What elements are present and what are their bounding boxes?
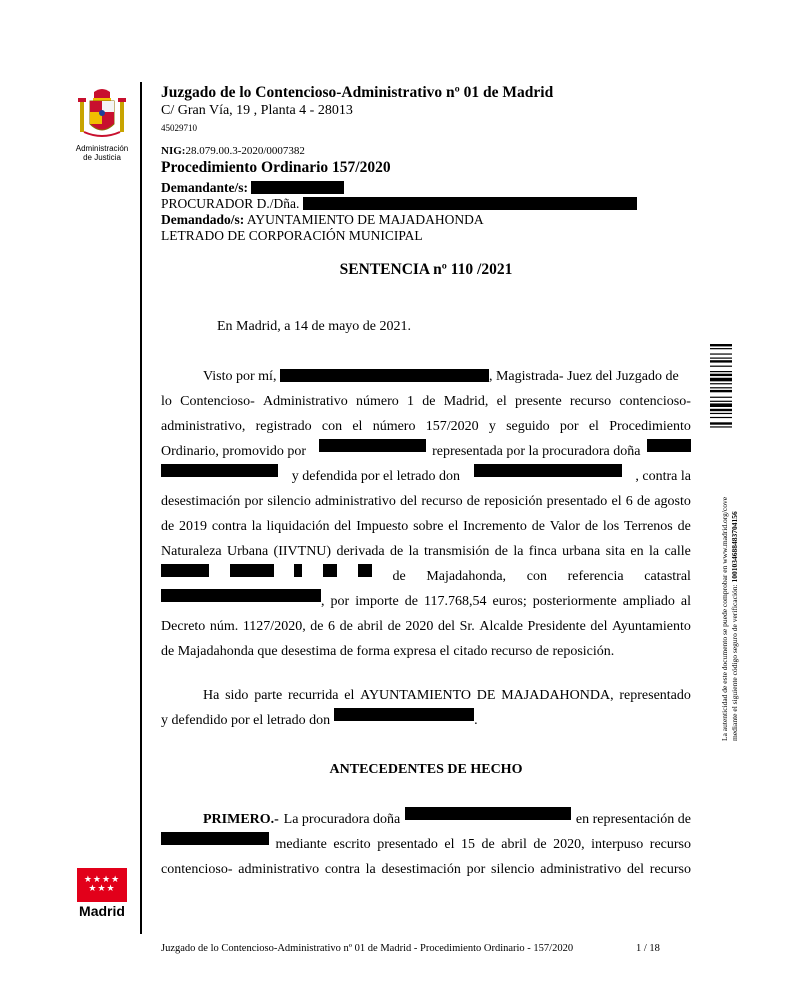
text-line bbox=[161, 614, 691, 639]
sentence-title: SENTENCIA nº 110 /2021 bbox=[339, 261, 513, 278]
word: desestimación bbox=[161, 494, 241, 509]
word: presentado bbox=[546, 494, 608, 509]
court-name: Juzgado de lo Contencioso-Administrativo nº 01 de Madrid bbox=[161, 84, 554, 101]
text-line bbox=[161, 489, 691, 514]
word: el bbox=[448, 519, 459, 534]
word: y bbox=[488, 419, 496, 434]
word: de bbox=[636, 494, 651, 509]
word: parte bbox=[254, 688, 283, 703]
word: con bbox=[321, 419, 343, 434]
word: registrado bbox=[255, 419, 312, 434]
word: 2020, bbox=[553, 837, 585, 852]
word: Sr. bbox=[459, 619, 475, 634]
word: transmisión bbox=[424, 544, 490, 559]
word: el bbox=[611, 494, 622, 509]
word: la bbox=[648, 544, 660, 559]
word: recurso bbox=[649, 837, 691, 852]
word: recurso bbox=[421, 494, 463, 509]
word: de bbox=[494, 544, 508, 559]
word: de bbox=[392, 569, 406, 584]
word: en bbox=[630, 544, 644, 559]
redaction bbox=[319, 439, 426, 452]
page-footer: Juzgado de lo Contencioso-Administrativo nº 01 de Madrid - Procedimiento Ordinario - 157/2020 bbox=[161, 943, 574, 954]
word: finca bbox=[528, 544, 557, 559]
verification-note: La autenticidad de este documento se puede comprobar en www.madrid.org/cove mediante el siguiente código seguro de verificación: 1001034688483704156 bbox=[720, 496, 739, 741]
word: 6 bbox=[625, 494, 633, 509]
attorney-line: PROCURADOR D./Dña. bbox=[161, 196, 637, 212]
redaction bbox=[474, 464, 622, 477]
word: de bbox=[161, 519, 175, 534]
word: DE bbox=[476, 688, 496, 703]
redaction bbox=[161, 564, 209, 577]
word: Administrativo bbox=[263, 394, 348, 409]
word: Ayuntamiento bbox=[612, 619, 691, 634]
word: mediante bbox=[275, 837, 327, 852]
text-line bbox=[161, 389, 691, 414]
barcode-icon bbox=[710, 344, 732, 450]
word: de bbox=[677, 519, 691, 534]
word: el bbox=[444, 837, 455, 852]
word: Valor bbox=[549, 519, 581, 534]
word: del bbox=[334, 519, 352, 534]
section-heading: ANTECEDENTES DE HECHO bbox=[329, 762, 523, 777]
word: Decreto bbox=[161, 619, 206, 634]
word: administrativo, bbox=[161, 419, 246, 434]
redaction bbox=[405, 807, 571, 820]
word: núm. bbox=[209, 619, 239, 634]
word: 2020 bbox=[405, 619, 434, 634]
redaction bbox=[251, 181, 344, 194]
word: el bbox=[496, 394, 507, 409]
word: representado bbox=[619, 688, 691, 703]
word: lo bbox=[161, 394, 172, 409]
word: AYUNTAMIENTO bbox=[360, 688, 472, 703]
word: urbana bbox=[562, 544, 601, 559]
word: administrativo bbox=[315, 494, 396, 509]
word: de bbox=[339, 619, 353, 634]
word: catastral bbox=[644, 569, 691, 584]
word: contra bbox=[324, 862, 360, 877]
word: número bbox=[372, 419, 416, 434]
word: interpuso bbox=[591, 837, 644, 852]
word: de bbox=[531, 519, 545, 534]
word: Urbana bbox=[226, 544, 269, 559]
word: recurso bbox=[649, 862, 691, 877]
word: contra bbox=[211, 519, 247, 534]
word: de bbox=[422, 394, 436, 409]
page-number: 1 / 18 bbox=[636, 943, 660, 954]
word: agosto bbox=[654, 494, 691, 509]
word: presentado bbox=[377, 837, 438, 852]
word: seguido bbox=[506, 419, 550, 434]
madrid-flag-icon: ★★★★ ★★★ bbox=[77, 868, 127, 902]
word: 15 bbox=[460, 837, 475, 852]
word: de bbox=[533, 837, 547, 852]
word: referencia bbox=[567, 569, 624, 584]
word: administrativo bbox=[540, 862, 622, 877]
word: calle bbox=[664, 544, 691, 559]
word: Impuesto bbox=[356, 519, 409, 534]
word: Alcalde bbox=[479, 619, 523, 634]
text-line: de Majadahonda que desestima de forma expresa el citado recurso de reposición. bbox=[161, 644, 615, 659]
word: contencioso- bbox=[619, 394, 691, 409]
word: silencio bbox=[491, 862, 535, 877]
redaction bbox=[161, 464, 278, 477]
word: Contencioso- bbox=[180, 394, 255, 409]
word: Madrid, bbox=[443, 394, 489, 409]
word: con bbox=[526, 569, 547, 584]
word: por bbox=[466, 862, 486, 877]
word: de bbox=[387, 619, 401, 634]
redaction bbox=[647, 439, 691, 452]
word: la bbox=[408, 544, 419, 559]
word: reposición bbox=[484, 494, 543, 509]
redaction bbox=[294, 564, 302, 577]
word: de bbox=[481, 837, 495, 852]
word: sido bbox=[225, 688, 249, 703]
madrid-logo: ★★★★ ★★★ Madrid bbox=[77, 868, 127, 919]
paragraph-recurrida: Ha sido parte recurrida el AYUNTAMIENTO DE MAJADAHONDA, representado y defendido por el letrado don . bbox=[161, 683, 691, 733]
word: los bbox=[602, 519, 620, 534]
word: abril bbox=[501, 837, 527, 852]
redaction bbox=[358, 564, 372, 577]
word: Presidente bbox=[527, 619, 586, 634]
word: Incremento bbox=[463, 519, 527, 534]
word: Ha bbox=[203, 688, 220, 703]
text-line bbox=[161, 857, 691, 882]
word: el bbox=[588, 419, 599, 434]
word: número bbox=[356, 394, 399, 409]
word: 1127/2020, bbox=[242, 619, 306, 634]
word: de bbox=[466, 494, 480, 509]
word: por bbox=[244, 494, 264, 509]
word: del bbox=[437, 619, 456, 634]
word: recurrida bbox=[287, 688, 339, 703]
word: derivada bbox=[336, 544, 385, 559]
redaction bbox=[334, 708, 474, 721]
redaction bbox=[161, 589, 321, 602]
margin-rule bbox=[140, 82, 142, 934]
word: del bbox=[590, 619, 608, 634]
text-line bbox=[161, 514, 691, 539]
word: recurso bbox=[569, 394, 612, 409]
text-line bbox=[161, 414, 691, 439]
word: 1 bbox=[407, 394, 415, 409]
nig-line: NIG:28.079.00.3-2020/0007382 bbox=[161, 145, 305, 157]
redaction bbox=[161, 832, 269, 845]
word: Majadahonda, bbox=[426, 569, 507, 584]
word: silencio bbox=[267, 494, 311, 509]
text-line bbox=[161, 832, 691, 857]
word: sobre bbox=[413, 519, 444, 534]
redaction bbox=[323, 564, 337, 577]
word: abril bbox=[357, 619, 384, 634]
word: el bbox=[344, 688, 355, 703]
word: MAJADAHONDA, bbox=[501, 688, 614, 703]
text-line bbox=[161, 539, 691, 564]
word: liquidación bbox=[266, 519, 330, 534]
word: la bbox=[365, 862, 376, 877]
word: de bbox=[390, 544, 404, 559]
word: 157/2020 bbox=[425, 419, 479, 434]
court-code: 45029710 bbox=[161, 123, 197, 133]
word: contencioso- bbox=[161, 862, 233, 877]
text-line bbox=[161, 564, 691, 589]
redaction bbox=[230, 564, 274, 577]
text-line bbox=[161, 683, 691, 708]
paragraph-primero: PRIMERO.- La procuradora doña en representación de mediante escrito presentado el 15 de abril de 2020, interpuso recurso contencioso- administrativo contra la desestimación por silencio administrativo del recurso bbox=[161, 807, 691, 882]
word: Terrenos bbox=[623, 519, 673, 534]
word: sita bbox=[605, 544, 626, 559]
word: de bbox=[584, 519, 599, 534]
redaction bbox=[303, 197, 637, 210]
word: del bbox=[400, 494, 418, 509]
word: escrito bbox=[333, 837, 371, 852]
word: el bbox=[352, 419, 363, 434]
word: 6 bbox=[328, 619, 336, 634]
word: del bbox=[626, 862, 645, 877]
lawyer-line: LETRADO DE CORPORACIÓN MUNICIPAL bbox=[161, 228, 423, 243]
word: Procedimiento bbox=[609, 419, 691, 434]
word: la bbox=[513, 544, 524, 559]
word: Naturaleza bbox=[161, 544, 222, 559]
defendant-line: Demandado/s: AYUNTAMIENTO DE MAJADAHONDA bbox=[161, 212, 484, 227]
date-paragraph: En Madrid, a 14 de mayo de 2021. bbox=[217, 319, 412, 334]
word: la bbox=[251, 519, 262, 534]
word: por bbox=[559, 419, 579, 434]
paragraph-visto: Visto por mí, , Magistrada- Juez del Juzgado de lo Contencioso- Administrativo número 1 de Madrid, el presente recurso contencioso- administrativo, registrado con el número 157/2020 y seguido por el Procedimiento Ordinario, promovido por representada por la procuradora doña y defendida por el letrado don , contra la desestimación por silencio administrativo del recurso de reposición presentado el 6 de agosto de 2019 contra la liquidación del Impuesto sobre el Incremento de Valor de los Terrenos de Naturaleza Urbana (IIVTNU) derivada de la transmisión de la finca urbana sita en la calle de Majadahonda, con referencia catastral , por importe de 117.768,54 euros; posteriormente ampliado al Decreto núm. 1127/2020, de 6 de abril de 2020 del Sr. Alcalde Presidente del Ayuntamiento de Majadahonda que desestima de forma expresa el citado recurso de reposición. bbox=[161, 364, 691, 664]
coat-of-arms-icon bbox=[76, 88, 128, 144]
word: presente bbox=[515, 394, 562, 409]
word: 2019 bbox=[179, 519, 208, 534]
word: de bbox=[310, 619, 324, 634]
procedure-title: Procedimiento Ordinario 157/2020 bbox=[161, 159, 391, 176]
redaction bbox=[280, 369, 489, 382]
coat-of-arms-label: Administración de Justicia bbox=[75, 144, 129, 162]
word: desestimación bbox=[381, 862, 461, 877]
court-address: C/ Gran Vía, 19 , Planta 4 - 28013 bbox=[161, 103, 353, 118]
word: administrativo bbox=[238, 862, 320, 877]
plaintiff-line: Demandante/s: bbox=[161, 180, 344, 196]
word: (IIVTNU) bbox=[273, 544, 332, 559]
